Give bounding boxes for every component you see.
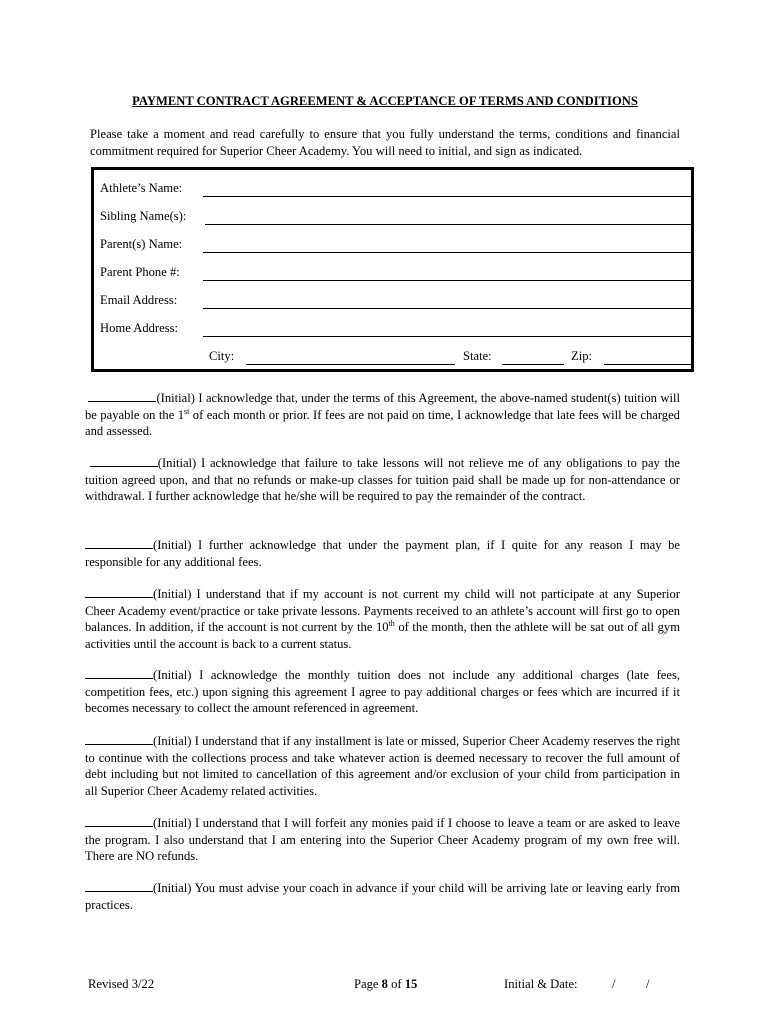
- state-label: State:: [463, 349, 492, 363]
- clause-text-cont: of the month, then the athlete will be sat out of all gym activities until the account is back to a current status.: [85, 620, 680, 651]
- ordinal-suffix: st: [184, 406, 190, 416]
- zip-field[interactable]: [604, 349, 691, 365]
- date-slash-1: /: [612, 977, 616, 991]
- clause-no-refund-lessons: [85, 455, 680, 505]
- clause-collections: [85, 733, 680, 799]
- athlete-name-field[interactable]: [203, 181, 691, 197]
- clause-text: (Initial) You must advise your coach in advance if your child will be arriving late or leaving early from practices.: [85, 881, 680, 912]
- clause-text: (Initial) I acknowledge that failure to take lessons will not relieve me of any obligations to pay the tuition agreed upon, and that no refunds or make-up classes for tuition paid shall be made up for non-attendance or withdrawal. I further acknowledge that he/she will be required to pay the remainder of the contract.: [85, 456, 680, 504]
- parent-name-field[interactable]: [203, 237, 691, 253]
- clause-account-current: [85, 586, 680, 652]
- parent-phone-label: Parent Phone #:: [100, 265, 180, 279]
- clause-text: (Initial) I understand that I will forfeit any monies paid if I choose to leave a team or are asked to leave the program. I also understand that I am entering into the Superior Cheer Academy program of my own free will. There are NO refunds.: [85, 816, 680, 864]
- initial-blank[interactable]: [90, 455, 158, 467]
- parent-phone-field[interactable]: [203, 265, 691, 281]
- page-current: 8: [381, 977, 388, 991]
- initial-blank[interactable]: [85, 537, 153, 549]
- clause-payment-plan: [85, 537, 680, 570]
- clause-text: (Initial) I further acknowledge that under the payment plan, if I quite for any reason I may be responsible for any additional fees.: [85, 538, 680, 569]
- initial-blank[interactable]: [88, 390, 156, 402]
- home-address-label: Home Address:: [100, 321, 179, 335]
- email-field[interactable]: [203, 293, 691, 309]
- ordinal-suffix: th: [388, 619, 395, 628]
- city-label: City:: [209, 349, 235, 363]
- clause-text: (Initial) I understand that if my account is not current my child will not participate at any Superior Cheer Academy event/practice or take private lessons. Payments received to an athlete’s account will first go to open balances. In addition, if the account is not current by the 10: [85, 587, 680, 635]
- parent-name-label: Parent(s) Name:: [100, 237, 183, 251]
- zip-label: Zip:: [571, 349, 592, 363]
- clause-text: (Initial) I understand that if any installment is late or missed, Superior Cheer Academy reserves the right to continue with the collections process and take whatever action is deemed necessary to recover the full amount of debt including but not limited to cancellation of this agreement and/or exclusion of your child from participation in all Superior Cheer Academy related activities.: [85, 734, 680, 798]
- clause-text: (Initial) I acknowledge the monthly tuition does not include any additional charges (late fees, competition fees, etc.) upon signing this agreement I agree to pay additional charges or fees which are incurred if it becomes necessary to collect the amount referenced in agreement.: [85, 668, 680, 716]
- contact-info-box: [91, 167, 694, 372]
- date-slash-2: /: [646, 977, 650, 991]
- city-field[interactable]: [246, 349, 455, 365]
- initial-blank[interactable]: [85, 586, 153, 598]
- sibling-name-label: Sibling Name(s):: [100, 209, 187, 223]
- clause-late-arrival: [85, 880, 680, 913]
- clause-forfeit-monies: [85, 815, 680, 865]
- initial-blank[interactable]: [85, 880, 153, 892]
- clause-additional-charges: [85, 667, 680, 717]
- initial-blank[interactable]: [85, 815, 153, 827]
- home-address-field[interactable]: [203, 321, 691, 337]
- page-title: PAYMENT CONTRACT AGREEMENT & ACCEPTANCE OF TERMS AND CONDITIONS: [132, 94, 638, 108]
- page-of: of: [387, 977, 405, 991]
- sibling-name-field[interactable]: [205, 209, 691, 225]
- city-state-zip-row: [94, 346, 691, 366]
- clause-text-cont: of each month or prior. If fees are not paid on time, I acknowledge that late fees will be charged and assessed.: [85, 407, 680, 439]
- state-field[interactable]: [502, 349, 564, 365]
- page-prefix: Page: [354, 977, 382, 991]
- athlete-name-label: Athlete’s Name:: [100, 181, 183, 195]
- clause-text: (Initial) I acknowledge that, under the terms of this Agreement, the above-named student(s) tuition will be payable on the 1: [85, 391, 680, 422]
- email-label: Email Address:: [100, 293, 178, 307]
- initial-blank[interactable]: [85, 667, 153, 679]
- clause-tuition-due: [85, 390, 680, 440]
- revision-note: Revised 3/22: [88, 977, 155, 991]
- initial-date-label: Initial & Date:: [504, 977, 578, 991]
- initial-blank[interactable]: [85, 733, 153, 745]
- page-total: 15: [404, 977, 418, 991]
- intro-text: Please take a moment and read carefully to ensure that you fully understand the terms, conditions and financial commitment required for Superior Cheer Academy. You will need to initial, and sign as indicated.: [90, 127, 680, 158]
- page-number: [354, 977, 417, 993]
